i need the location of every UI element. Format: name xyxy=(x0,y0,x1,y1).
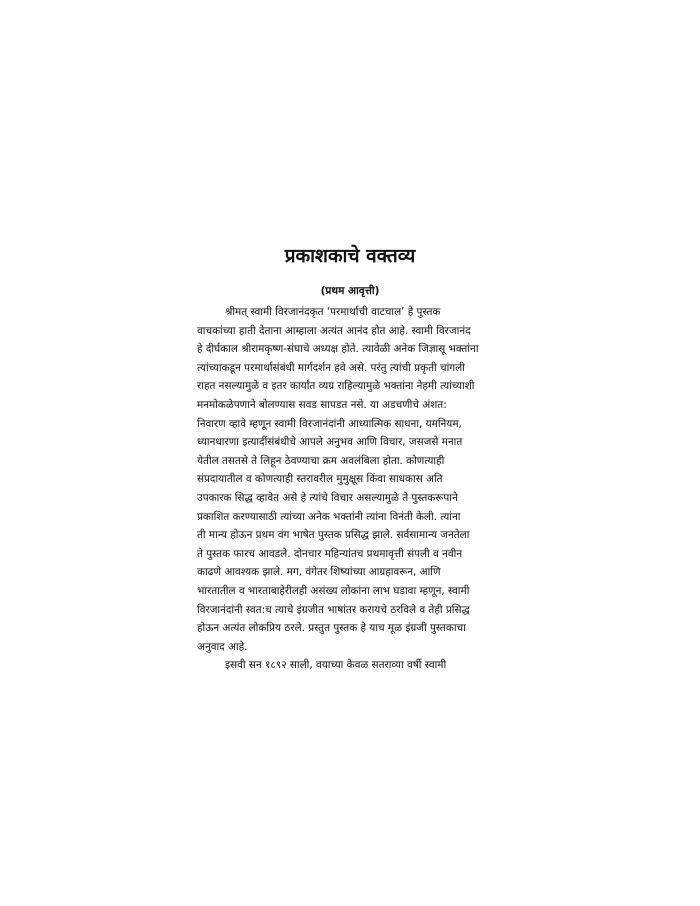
text-line: काढणे आवश्यक झाले. मग, वंगेतर शिष्यांच्या आग्रहावरून, आणि xyxy=(197,566,441,579)
text-line: मनमोकळेपणाने बोलण्यास सवड सापडत नसे. या अडचणीचे अंशत: xyxy=(197,398,447,411)
text-line: ते पुस्तक फारच आवडले. दोनचार महिन्यांतच प्रथमावृत्ती संपली व नवीन xyxy=(197,547,463,560)
text-line: होऊन अत्यंत लोकप्रिय ठरले. प्रस्तुत पुस्तक हे याच मूळ इंग्रजी पुस्तकाचा xyxy=(197,622,466,635)
text-line: भारतातील व भारताबाहेरीलही असंख्य लोकांना लाभ घडावा म्हणून, स्वामी xyxy=(197,584,470,597)
text-line: विरजानंदांनी स्वत:च त्याचे इंग्रजीत भाषांतर करायचे ठरविले व तेही प्रसिद्ध xyxy=(197,603,470,616)
text-line: येतील तसतसे ते लिहून ठेवण्याचा क्रम अवलंबिला होता. कोणत्याही xyxy=(197,454,445,467)
text-line: अनुवाद आहे. xyxy=(197,640,248,653)
text-line: त्यांच्याकडून परमार्थासंबंधी मार्गदर्शन हवे असे. परंतु त्यांची प्रकृती चांगली xyxy=(197,361,465,374)
text-line: राहत नसल्यामुळे व इतर कार्यांत व्यग्र राहिल्यामुळे भक्तांना नेहमी त्यांच्याशी xyxy=(197,380,475,393)
text-line: संप्रदायातील व कोणत्याही स्तरावरील मुमुक्षूस किंवा साधकास अति xyxy=(197,473,443,486)
text-line: ती मान्य होऊन प्रथम वंग भाषेत पुस्तक प्रसिद्ध झाले. सर्वसामान्य जनतेला xyxy=(197,529,470,542)
text-line: उपकारक सिद्ध व्हावेत असे हे त्यांचे विचार असल्यामुळे ते पुस्तकरूपाने xyxy=(197,491,458,504)
body-text xyxy=(197,303,505,675)
text-line: इसवी सन १८९२ साली, वयाच्या केवळ सतराव्या वर्षी स्वामी xyxy=(225,659,447,672)
text-line: प्रकाशित करण्यासाठी त्यांच्या अनेक भक्तांनी त्यांना विनंती केली. त्यांना xyxy=(197,510,461,523)
text-line: हे दीर्घकाल श्रीरामकृष्ण-संघाचे अध्यक्ष होते. त्यावेळी अनेक जिज्ञासू भक्तांना xyxy=(197,343,479,356)
text-line: निवारण व्हावे म्हणून स्वामी विरजानंदांनी आध्यात्मिक साधना, यमनियम, xyxy=(197,417,462,430)
text-line: श्रीमत् स्वामी विरजानंदकृत ‘परमार्थाची वाटचाल’ हे पुस्तक xyxy=(225,306,441,318)
page-title: प्रकाशकाचे वक्तव्य xyxy=(284,245,416,267)
text-line: वाचकांच्या हाती देताना आम्हाला अत्यंत आनंद होत आहे. स्वामी विरजानंद xyxy=(197,324,471,337)
text-line: ध्यानधारणा इत्यादींसंबंधीचे आपले अनुभव आणि विचार, जसजसे मनात xyxy=(197,436,463,449)
edition-subtitle: (प्रथम आवृत्ती) xyxy=(320,285,380,297)
